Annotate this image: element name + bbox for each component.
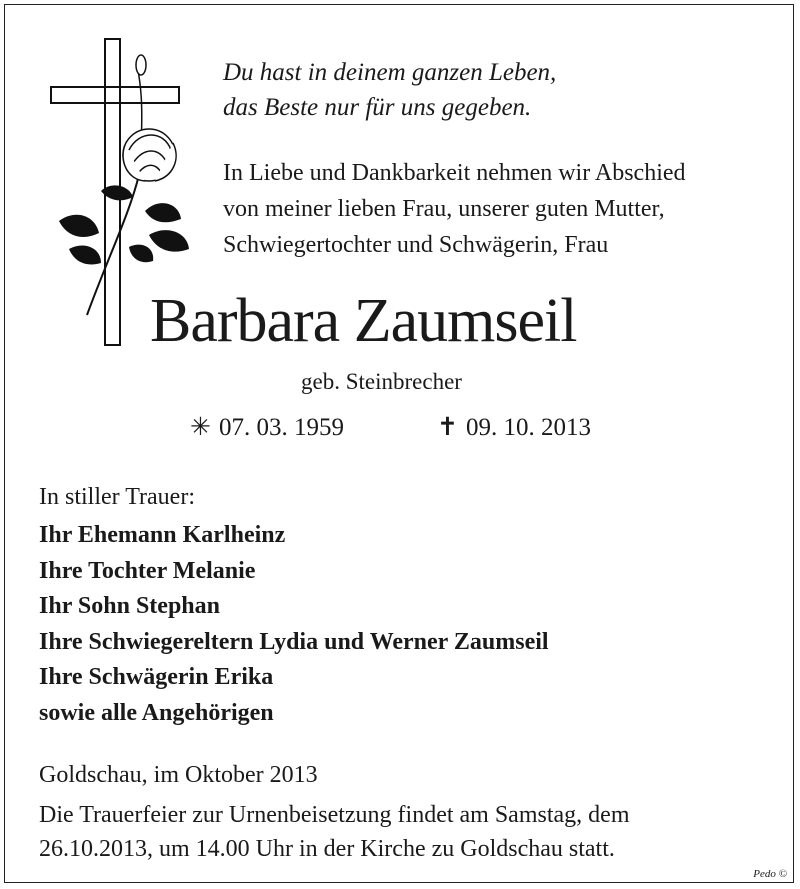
mourner-entry: sowie alle Angehörigen [39, 699, 274, 726]
quote-line: das Beste nur für uns gegeben. [223, 94, 532, 121]
mourner-entry: Ihre Schwiegereltern Lydia und Werner Zaumseil [39, 628, 549, 655]
mourners-list [39, 518, 549, 731]
farewell-line: In Liebe und Dankbarkeit nehmen wir Abschied [223, 160, 686, 186]
service-line: Die Trauerfeier zur Urnenbeisetzung findet am Samstag, dem [39, 802, 630, 828]
funeral-service-notice [39, 798, 629, 866]
farewell-text [223, 155, 686, 263]
obituary-card [4, 4, 794, 883]
service-line: 26.10.2013, um 14.00 Uhr in der Kirche zu Goldschau statt. [39, 836, 615, 862]
farewell-line: von meiner lieben Frau, unserer guten Mutter, [223, 196, 665, 222]
death-date-row [437, 411, 591, 445]
mourner-entry: Ihre Schwägerin Erika [39, 664, 274, 690]
deceased-name: Barbara Zaumseil [150, 287, 577, 355]
designer-signature: Pedo © [753, 868, 787, 880]
memorial-quote [223, 55, 556, 125]
birth-name: geb. Steinbrecher [301, 369, 462, 394]
farewell-line: Schwiegertochter und Schwägerin, Frau [223, 232, 609, 258]
latin-cross-icon: ✝ [437, 414, 458, 441]
death-date: 09. 10. 2013 [465, 414, 591, 441]
asterisk-star-icon: ✳ [190, 414, 211, 441]
birth-date-row [190, 411, 344, 445]
mourner-entry: Ihr Sohn Stephan [39, 593, 220, 619]
birth-date: 07. 03. 1959 [218, 414, 344, 441]
place-and-date: Goldschau, im Oktober 2013 [39, 762, 318, 788]
quote-line: Du hast in deinem ganzen Leben, [223, 59, 557, 86]
mourning-label: In stiller Trauer: [39, 484, 195, 510]
mourner-entry: Ihre Tochter Melanie [39, 557, 256, 584]
mourner-entry: Ihr Ehemann Karlheinz [39, 522, 286, 548]
